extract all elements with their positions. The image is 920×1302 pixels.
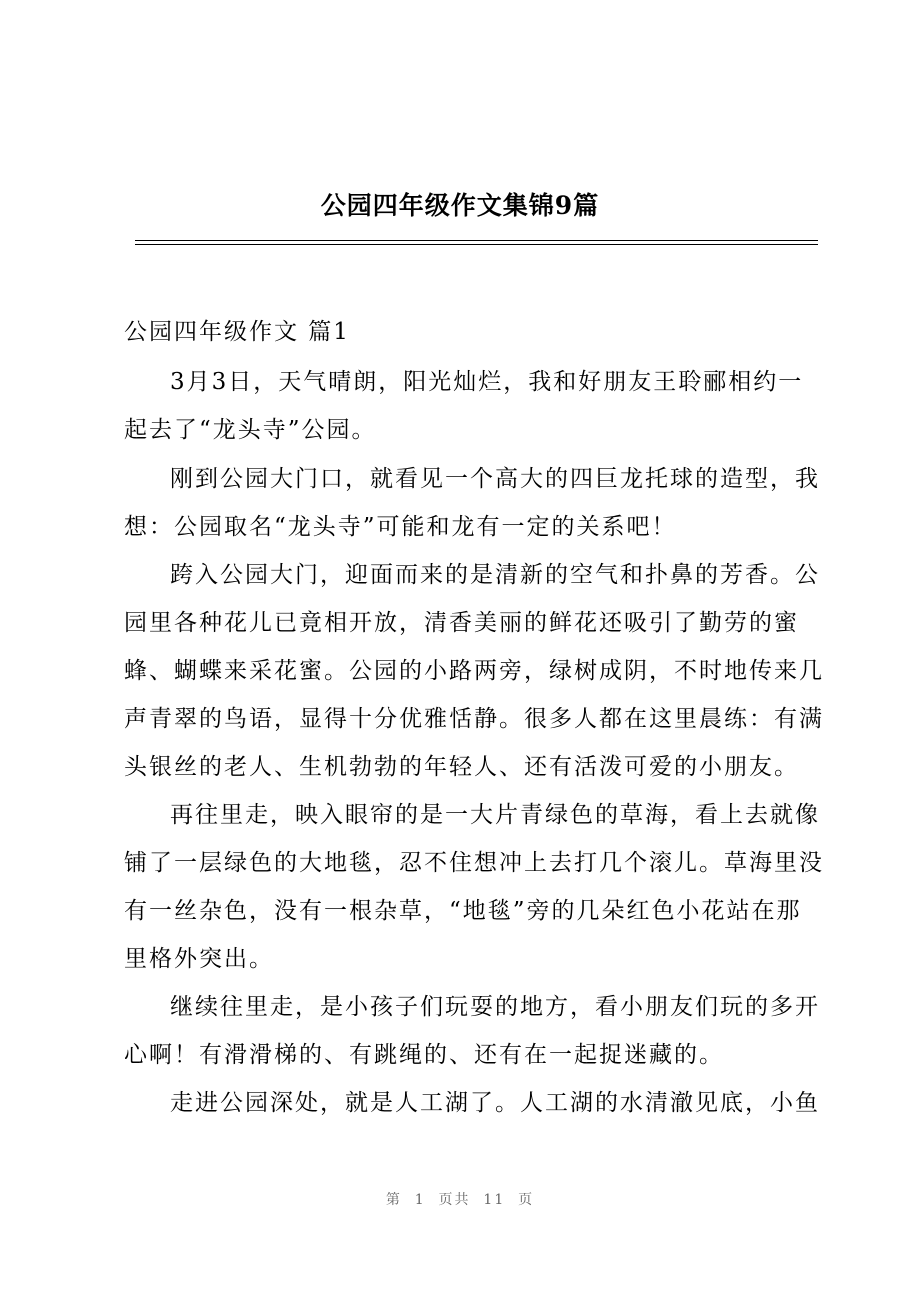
paragraph-line: 铺了一层绿色的大地毯，忍不住想冲上去打几个滚儿。草海里没 [124,850,824,876]
paragraph-line: 走进公园深处，就是人工湖了。人工湖的水清澈见底，小鱼 [170,1090,820,1116]
paragraph-line: 心啊！有滑滑梯的、有跳绳的、还有在一起捉迷藏的。 [124,1042,724,1068]
paragraph-line: 声青翠的鸟语，显得十分优雅恬静。很多人都在这里晨练：有满 [124,706,824,732]
paragraph-line: 再往里走，映入眼帘的是一大片青绿色的草海，看上去就像 [170,802,820,828]
paragraph-line: 跨入公园大门，迎面而来的是清新的空气和扑鼻的芳香。公 [170,562,820,588]
page-number-footer: 第 1 页共 11 页 [385,1192,535,1208]
title-double-rule [135,240,818,245]
section-heading: 公园四年级作文 篇1 [124,319,350,345]
paragraph-line: 蜂、蝴蝶来采花蜜。公园的小路两旁，绿树成阴，不时地传来几 [124,658,824,684]
paragraph-line: 3月3日，天气晴朗，阳光灿烂，我和好朋友王聆郦相约一 [170,369,804,395]
paragraph-line: 里格外突出。 [124,946,274,972]
paragraph-line: 想：公园取名“龙头寺”可能和龙有一定的关系吧！ [124,514,677,540]
paragraph-line: 起去了“龙头寺”公园。 [124,417,377,443]
paragraph-line: 园里各种花儿已竟相开放，清香美丽的鲜花还吸引了勤劳的蜜 [124,610,799,636]
paragraph-line: 继续往里走，是小孩子们玩耍的地方，看小朋友们玩的多开 [170,994,820,1020]
paragraph-line: 有一丝杂色，没有一根杂草，“地毯”旁的几朵红色小花站在那 [124,898,802,924]
paragraph-line: 刚到公园大门口，就看见一个高大的四巨龙托球的造型，我 [170,466,820,492]
paragraph-line: 头银丝的老人、生机勃勃的年轻人、还有活泼可爱的小朋友。 [124,754,799,780]
document-title: 公园四年级作文集锦9篇 [320,191,600,220]
